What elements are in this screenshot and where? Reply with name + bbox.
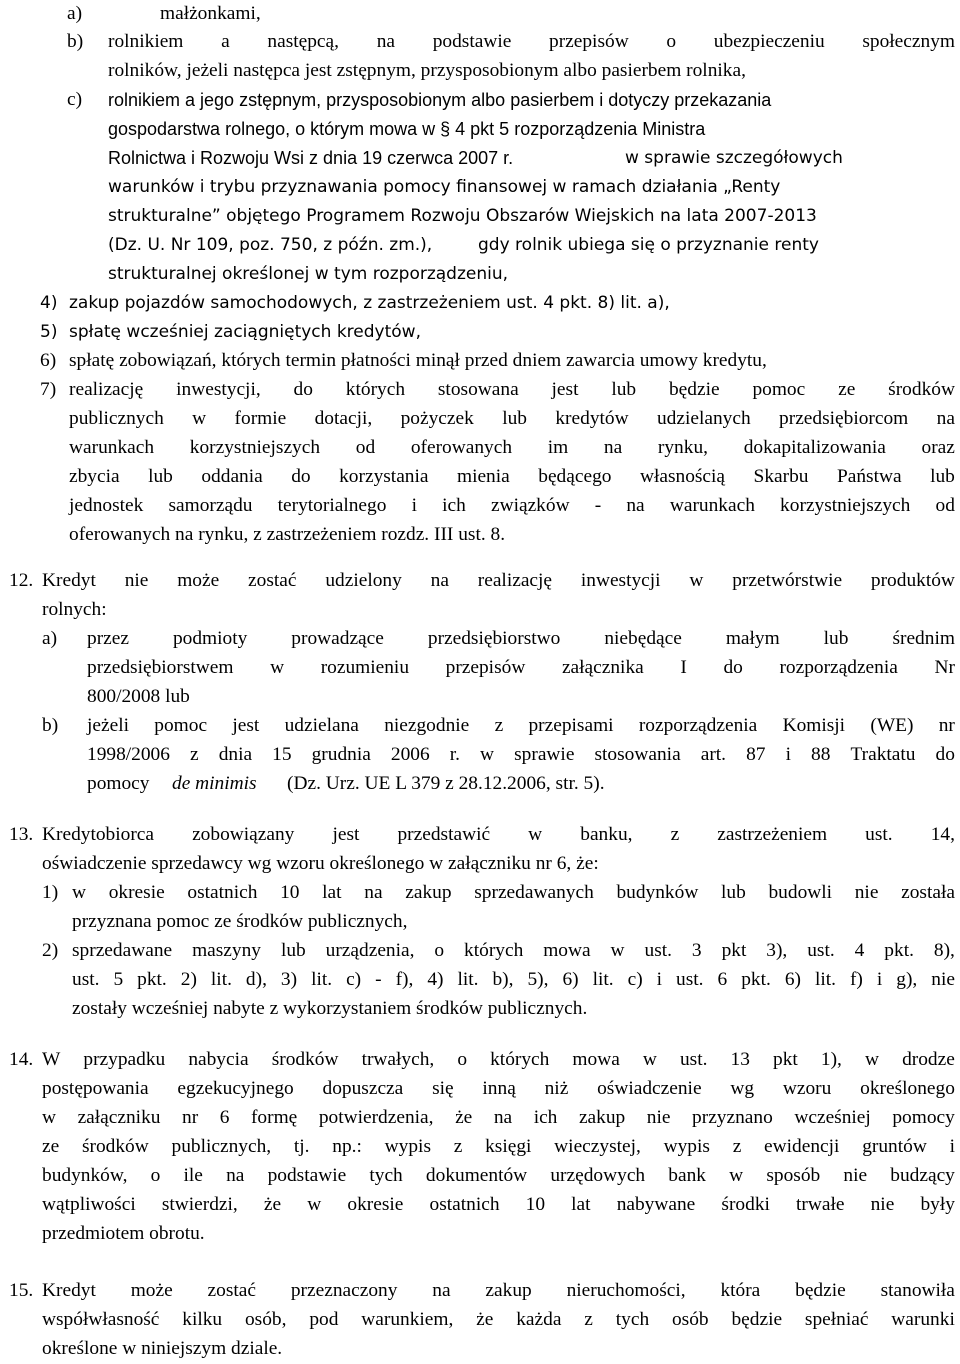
list-marker: 2) <box>42 940 59 961</box>
text-line: gospodarstwa rolnego, o którym mowa w § 4 pkt 5 rozporządzenia Ministra <box>108 119 706 139</box>
text-line: przedsiębiorstwem w rozumieniu przepisów załącznika I do rozporządzenia Nr <box>87 657 955 678</box>
list-item-c <box>0 86 960 115</box>
text-line: rolników, jeżeli następca jest zstępnym, przysposobionym albo pasierbem rolnika, <box>108 60 746 81</box>
text-line: wątpliwości stwierdzi, że w okresie ostatnich 10 lat nabywane środki trwałe nie były <box>42 1194 955 1215</box>
list-marker: b) <box>42 715 59 736</box>
list-text: jeżeli pomoc jest udzielana niezgodnie z przepisami rozporządzenia Komisji (WE) nr <box>87 715 955 736</box>
list-text: sprzedawane maszyny lub urządzenia, o których mowa w ust. 3 pkt 3), ust. 4 pkt. 8), <box>72 940 955 961</box>
section-number: 14. <box>9 1049 34 1070</box>
list-text: przez podmioty prowadzące przedsiębiorstwo niebędące małym lub średnim <box>87 628 955 649</box>
list-item-2 <box>0 937 960 966</box>
text-line: zostały wcześniej nabyte z wykorzystaniem środków publicznych. <box>72 998 588 1019</box>
list-marker: 1) <box>42 882 59 903</box>
list-item-5 <box>0 318 960 347</box>
section-number: 15. <box>9 1280 34 1301</box>
text-line: przyznana pomoc ze środków publicznych, <box>72 911 408 932</box>
text-line: jednostek samorządu terytorialnego i ich związków - na warunkach korzystniejszych od <box>69 495 955 516</box>
text-line: warunków i trybu przyznawania pomocy finansowej w ramach działania „Renty <box>108 177 781 197</box>
list-text: rolnikiem a następcą, na podstawie przepisów o ubezpieczeniu społecznym <box>108 31 955 52</box>
list-text: małżonkami, <box>160 3 261 24</box>
text-line: pomocy de minimis (Dz. Urz. UE L 379 z 28.12.2006, str. 5). <box>0 770 960 799</box>
text-line: ze środków publicznych, tj. np.: wypis z księgi wieczystej, wypis z ewidencji gruntów i <box>42 1136 955 1157</box>
text-line: zbycia lub oddania do korzystania mienia będącego własnością Skarbu Państwa lub <box>69 466 955 487</box>
section-13 <box>0 821 960 850</box>
list-item-7 <box>0 376 960 405</box>
section-text: Kredytobiorca zobowiązany jest przedstawić w banku, z zastrzeżeniem ust. 14, <box>42 824 955 845</box>
list-marker: c) <box>67 89 83 110</box>
list-item-a <box>0 625 960 654</box>
list-text: realizację inwestycji, do których stosowana jest lub będzie pomoc ze środków <box>69 379 955 400</box>
section-number: 13. <box>9 824 34 845</box>
text-line: postępowania egzekucyjnego dopuszcza się inną niż oświadczenie wg wzoru określonego <box>42 1078 955 1099</box>
list-marker: 5) <box>40 322 58 342</box>
text-line: Rolnictwa i Rozwoju Wsi z dnia 19 czerwca 2007 r. w sprawie szczegółowych <box>108 148 843 168</box>
text-line: strukturalnej określonej w tym rozporządzeniu, <box>108 264 509 284</box>
list-marker: a) <box>42 628 58 649</box>
list-marker: b) <box>67 31 84 52</box>
list-item-a <box>0 0 960 29</box>
section-text: Kredyt nie może zostać udzielony na realizację inwestycji w przetwórstwie produktów <box>42 570 955 591</box>
text-line: przedmiotem obrotu. <box>42 1223 205 1244</box>
list-text: spłatę wcześniej zaciągniętych kredytów, <box>69 322 421 342</box>
section-14 <box>0 1046 960 1075</box>
list-item-b <box>0 712 960 741</box>
text-line: budynków, o ile na podstawie tych dokumentów urzędowych bank w sposób nie budzący <box>42 1165 955 1186</box>
list-item-6 <box>0 347 960 376</box>
text-line: (Dz. U. Nr 109, poz. 750, z późn. zm.), gdy rolnik ubiega się o przyznanie renty <box>108 235 819 255</box>
list-marker: 7) <box>40 379 57 400</box>
text-line: określone w niniejszym dziale. <box>42 1338 283 1359</box>
section-15 <box>0 1277 960 1306</box>
section-text: W przypadku nabycia środków trwałych, o których mowa w ust. 13 pkt 1), w drodze <box>42 1049 955 1070</box>
section-12 <box>0 567 960 596</box>
list-text: rolnikiem a jego zstępnym, przysposobionym albo pasierbem i dotyczy przekazania <box>108 90 772 110</box>
list-marker: 4) <box>40 293 58 313</box>
text-line: w załączniku nr 6 formę potwierdzenia, że na ich zakup nie przyznano wcześniej pomocy <box>42 1107 955 1128</box>
list-item-b <box>0 28 960 57</box>
list-marker: 6) <box>40 350 57 371</box>
list-text: zakup pojazdów samochodowych, z zastrzeżeniem ust. 4 pkt. 8) lit. a), <box>69 293 670 313</box>
text-line: 1998/2006 z dnia 15 grudnia 2006 r. w sprawie stosowania art. 87 i 88 Traktatu do <box>87 744 955 765</box>
text-line: oferowanych na rynku, z zastrzeżeniem rozdz. III ust. 8. <box>69 524 506 545</box>
italic-term: de minimis <box>172 773 257 794</box>
list-text: w okresie ostatnich 10 lat na zakup sprzedawanych budynków lub budowli nie została <box>72 882 955 903</box>
text-line: warunkach korzystniejszych od oferowanych im na rynku, dokapitalizowania oraz <box>69 437 955 458</box>
list-text: spłatę zobowiązań, których termin płatności minął przed dniem zawarcia umowy kredytu, <box>69 350 767 371</box>
list-item-4 <box>0 289 960 318</box>
text-line: 800/2008 lub <box>87 686 190 707</box>
text-line: ust. 5 pkt. 2) lit. d), 3) lit. c) - f), 4) lit. b), 5), 6) lit. c) i ust. 6 pkt. 6) lit. f) i g), nie <box>72 969 955 990</box>
text-line: strukturalne” objętego Programem Rozwoju Obszarów Wiejskich na lata 2007-2013 <box>108 206 817 226</box>
section-number: 12. <box>9 570 34 591</box>
text-line: publicznych w formie dotacji, pożyczek lub kredytów udzielanych przedsiębiorcom na <box>69 408 955 429</box>
list-marker: a) <box>67 3 83 24</box>
list-item-1 <box>0 879 960 908</box>
text-line: oświadczenie sprzedawcy wg wzoru określonego w załączniku nr 6, że: <box>42 853 599 874</box>
text-line: współwłasność kilku osób, pod warunkiem, że każda z tych osób będzie spełniać warunki <box>42 1309 955 1330</box>
section-text: Kredyt może zostać przeznaczony na zakup nieruchomości, która będzie stanowiła <box>42 1280 955 1301</box>
text-line: rolnych: <box>42 599 107 620</box>
